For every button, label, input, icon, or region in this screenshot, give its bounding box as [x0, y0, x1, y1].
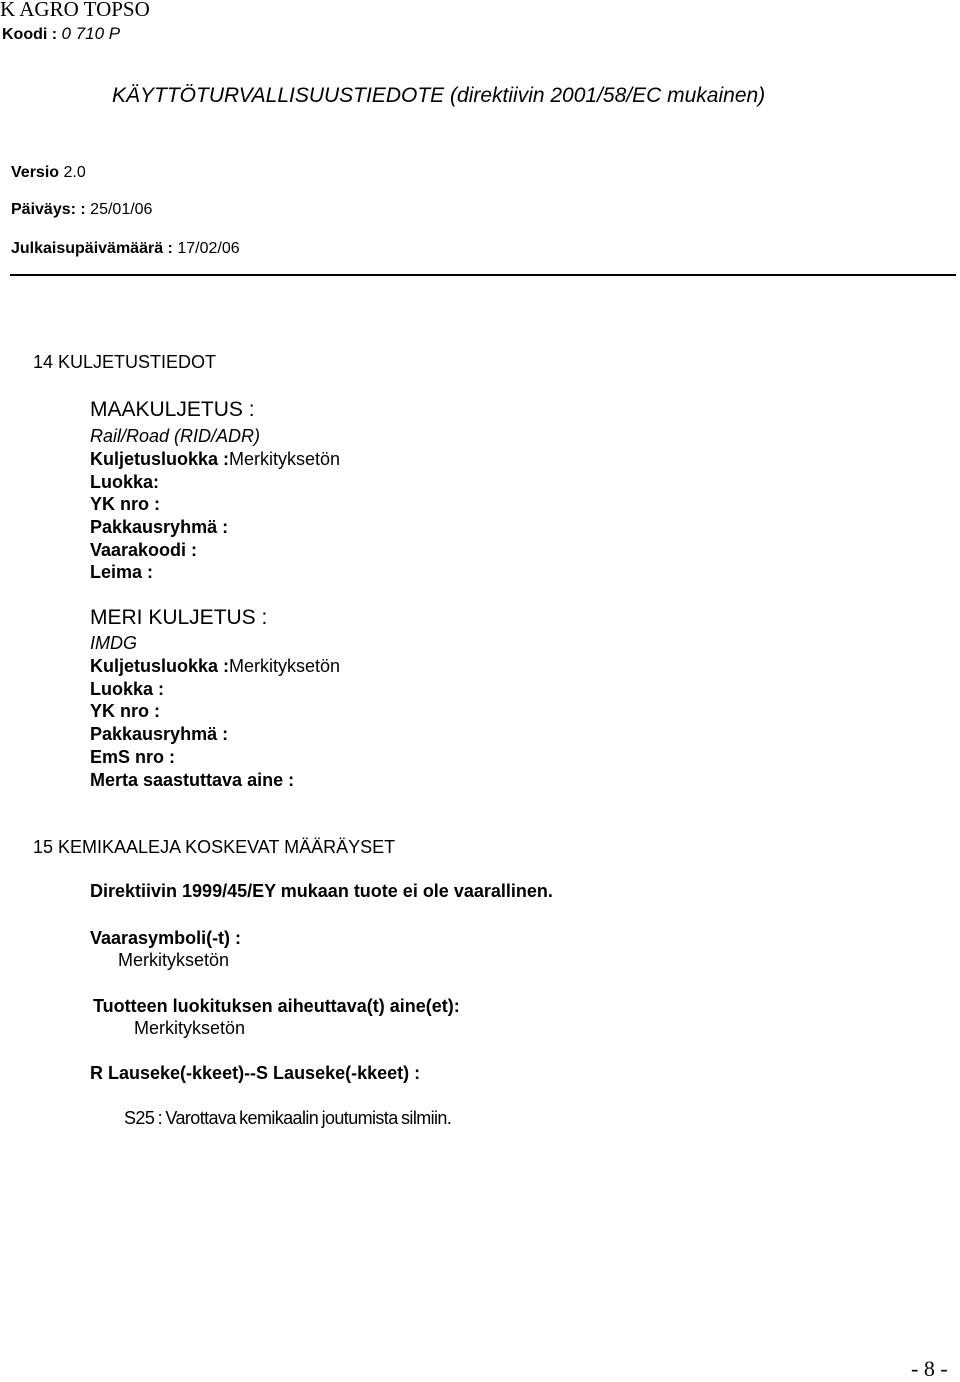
phrases-label: R Lauseke(-kkeet)--S Lauseke(-kkeet) :	[90, 1063, 421, 1083]
land-hazard-code: Vaarakoodi :	[90, 540, 198, 560]
hazard-symbols-label: Vaarasymboli(-t) :	[90, 928, 242, 948]
land-transport-title: MAAKULJETUS :	[90, 398, 255, 421]
land-transport-subtitle: Rail/Road (RID/ADR)	[90, 426, 261, 446]
product-code	[2, 24, 120, 44]
land-packing-group: Pakkausryhmä :	[90, 517, 229, 537]
sea-transport-title: MERI KULJETUS :	[90, 606, 268, 629]
hazard-symbols-value: Merkityksetön	[118, 950, 230, 970]
document-title: KÄYTTÖTURVALLISUUSTIEDOTE (direktiivin 2001/58/EC mukainen)	[112, 84, 766, 107]
sea-class-line	[90, 656, 340, 677]
sea-yk-number: YK nro :	[90, 701, 160, 721]
date-value: 25/01/06	[90, 201, 153, 218]
ingredients-value: Merkityksetön	[134, 1018, 246, 1038]
company-name: K AGRO TOPSO	[0, 0, 150, 21]
section-14-heading: 14 KULJETUSTIEDOT	[33, 352, 217, 372]
publish-value: 17/02/06	[177, 240, 240, 257]
product-code-label: Koodi :	[2, 26, 58, 43]
sea-packing-group: Pakkausryhmä :	[90, 724, 229, 744]
land-luokka: Luokka:	[90, 472, 160, 492]
s25-phrase: S25 : Varottava kemikaalin joutumista silmiin.	[124, 1108, 452, 1128]
date-line	[11, 201, 152, 219]
product-code-value: 0 710 P	[61, 24, 121, 43]
version-value: 2.0	[63, 164, 86, 181]
ingredients-label: Tuotteen luokituksen aiheuttava(t) aine(et):	[93, 996, 460, 1016]
land-class-value: Merkityksetön	[229, 449, 341, 469]
sea-ems-number: EmS nro :	[90, 747, 176, 767]
date-label: Päiväys: :	[11, 201, 86, 218]
sea-class-label: Kuljetusluokka :	[90, 656, 230, 676]
version-label: Versio	[11, 164, 60, 181]
section-15-heading: 15 KEMIKAALEJA KOSKEVAT MÄÄRÄYSET	[33, 837, 396, 857]
land-class-line	[90, 449, 340, 470]
version-line	[11, 164, 86, 182]
directive-statement: Direktiivin 1999/45/EY mukaan tuote ei ole vaarallinen.	[90, 881, 553, 901]
land-yk-number: YK nro :	[90, 494, 160, 514]
land-class-label: Kuljetusluokka :	[90, 449, 230, 469]
header-divider	[10, 274, 956, 276]
publish-line	[11, 240, 240, 258]
sea-luokka: Luokka :	[90, 679, 165, 699]
publish-label: Julkaisupäivämäärä :	[11, 240, 173, 257]
sea-transport-subtitle: IMDG	[90, 633, 137, 653]
sea-marine-pollutant: Merta saastuttava aine :	[90, 770, 295, 790]
sea-class-value: Merkityksetön	[229, 656, 341, 676]
land-label: Leima :	[90, 562, 154, 582]
page-number: - 8 -	[911, 1356, 948, 1381]
